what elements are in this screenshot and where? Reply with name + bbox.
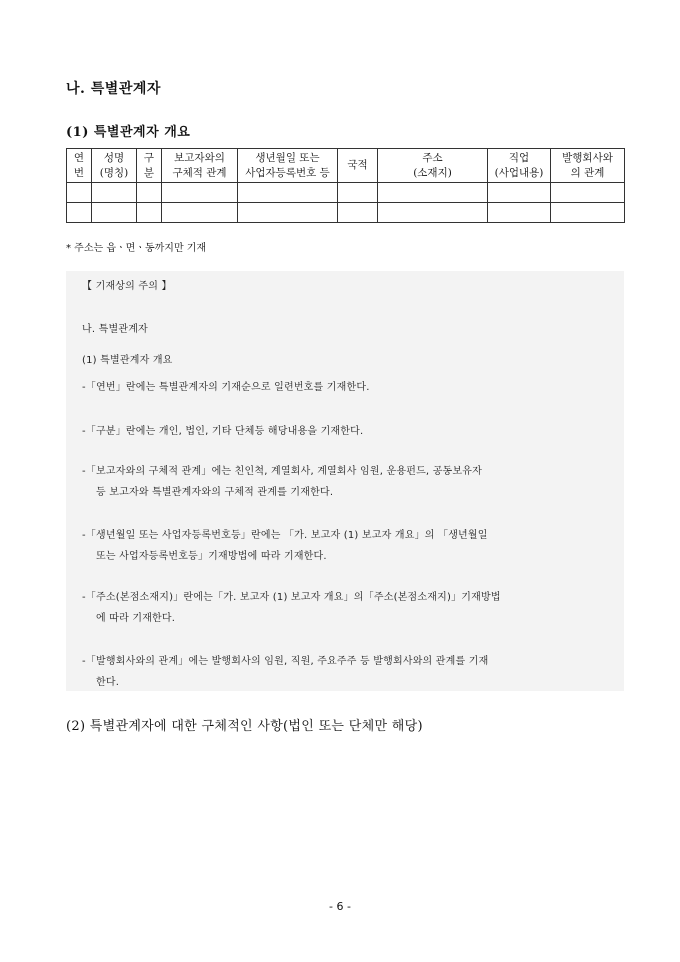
header-address: 주소 (소재지) [378, 149, 488, 183]
note-item-birthdate: -「생년월일 또는 사업자등록번호등」란에는 「가. 보고자 (1) 보고자 개요」의 「생년월일 또는 사업자등록번호등」기재방법에 따라 기재한다. [82, 530, 488, 562]
note-item-category: -「구분」란에는 개인, 법인, 기타 단체등 해당내용을 기재한다. [82, 426, 364, 437]
header-nationality: 국적 [338, 149, 378, 183]
table-header-row [67, 149, 625, 183]
table-row [67, 183, 625, 203]
table-cell [338, 183, 378, 203]
table-cell [67, 183, 92, 203]
subsection2-title: (2) 특별관계자에 대한 구체적인 사항(법인 또는 단체만 해당) [66, 719, 423, 734]
header-name: 성명 (명칭) [92, 149, 137, 183]
header-category: 구 분 [137, 149, 162, 183]
note-item-relation-to-reporter: -「보고자와의 구체적 관계」에는 친인척, 계열회사, 계열회사 임원, 운용펀드, 공동보유자 등 보고자와 특별관계자와의 구체적 관계를 기재한다. [82, 466, 482, 498]
header-relation-to-reporter: 보고자와의 구체적 관계 [162, 149, 238, 183]
table-cell [238, 183, 338, 203]
special-relations-table [66, 148, 625, 223]
table-cell [378, 183, 488, 203]
notes-title: 【 기재상의 주의 】 [82, 281, 172, 292]
address-footnote: * 주소는 읍ㆍ면ㆍ동까지만 기재 [66, 243, 207, 254]
note-item-serial-number: -「연번」란에는 특별관계자의 기재순으로 일련번호를 기재한다. [82, 382, 370, 393]
note-item-relation-to-issuer: -「발행회사와의 관계」에는 발행회사의 임원, 직원, 주요주주 등 발행회사와의 관계를 기재 한다. [82, 656, 489, 688]
header-relation-to-issuer: 발행회사와 의 관계 [551, 149, 625, 183]
table-cell [92, 203, 137, 223]
subsection-title: (1) 특별관계자 개요 [66, 125, 191, 140]
table-cell [338, 203, 378, 223]
table-cell [488, 203, 551, 223]
section-title: 나. 특별관계자 [66, 81, 161, 97]
table-cell [137, 203, 162, 223]
table-cell [488, 183, 551, 203]
page-number: - 6 - [329, 900, 351, 913]
table-cell [162, 183, 238, 203]
header-occupation: 직업 (사업내용) [488, 149, 551, 183]
note-item-address: -「주소(본점소재지)」란에는「가. 보고자 (1) 보고자 개요」의「주소(본점소재지)」기재방법 에 따라 기재한다. [82, 592, 501, 624]
notes-heading-overview: (1) 특별관계자 개요 [82, 355, 173, 366]
header-birthdate-or-business-number: 생년월일 또는 사업자등록번호 등 [238, 149, 338, 183]
table-row [67, 203, 625, 223]
table-cell [551, 203, 625, 223]
table-cell [551, 183, 625, 203]
table-cell [137, 183, 162, 203]
notes-heading-special-relations: 나. 특별관계자 [82, 324, 148, 335]
header-serial-number: 연 번 [67, 149, 92, 183]
table-cell [92, 183, 137, 203]
table-cell [67, 203, 92, 223]
table-cell [162, 203, 238, 223]
filing-notes-box [66, 271, 624, 691]
table-cell [378, 203, 488, 223]
table-cell [238, 203, 338, 223]
